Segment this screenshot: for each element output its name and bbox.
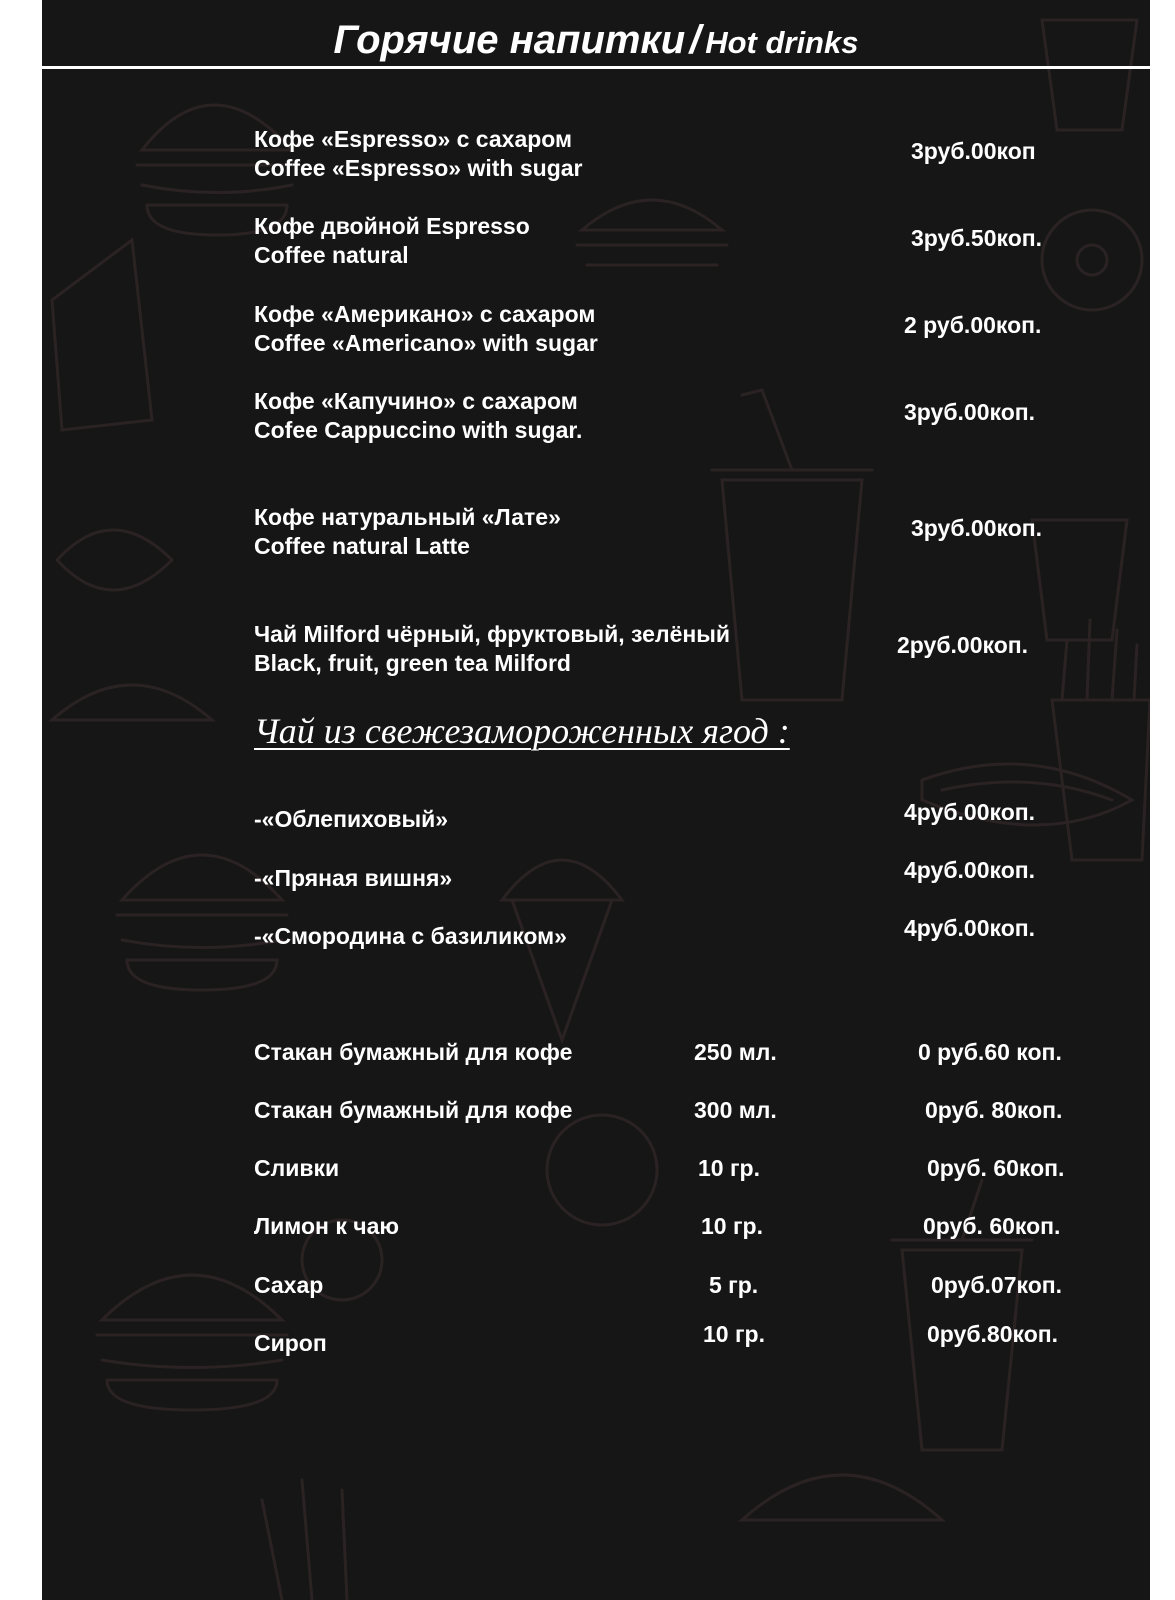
drink-name-ru: Кофе натуральный «Лате» [254,504,561,530]
drink-item [254,503,561,561]
drink-name-ru: Чай Milford чёрный, фруктовый, зелёный [254,621,731,647]
berry-tea-price: 4руб.00коп. [904,915,1036,941]
extra-item-amount: 10 гр. [703,1321,765,1347]
drink-name-en: Coffee «Americano» with sugar [254,330,598,356]
extra-item-name: Лимон к чаю [254,1213,400,1239]
extra-item-name: Сахар [254,1272,324,1298]
title-russian: Горячие напитки [333,18,686,62]
drink-name-en: Cofee Cappuccino with sugar. [254,417,583,443]
berry-tea-item: -«Облепиховый» [254,806,449,832]
drink-name-en: Coffee natural [254,242,409,268]
drink-name-ru: Кофе «Американо» с сахаром [254,301,596,327]
drink-name-en: Coffee natural Latte [254,533,470,559]
extra-item-price: 0руб. 60коп. [923,1213,1061,1239]
extra-item-name: Стакан бумажный для кофе [254,1097,573,1123]
drink-item [254,212,530,270]
berry-tea-price: 4руб.00коп. [904,857,1036,883]
title-underline [42,66,1150,69]
extra-item-amount: 250 мл. [694,1039,777,1065]
menu-page [42,0,1150,1600]
drink-price: 2 руб.00коп. [904,312,1042,338]
extra-item-amount: 10 гр. [701,1213,763,1239]
drink-item [254,300,598,358]
extra-item-price: 0руб. 80коп. [925,1097,1063,1123]
drink-price: 3руб.00коп. [904,399,1036,425]
berry-tea-heading: Чай из свежезамороженных ягод : [254,711,790,751]
extra-item-amount: 300 мл. [694,1097,777,1123]
drink-item [254,620,730,678]
drink-price: 3руб.00коп [911,138,1036,164]
berry-tea-item: -«Смородина с базиликом» [254,923,567,949]
drink-price: 2руб.00коп. [897,632,1029,658]
berry-tea-price: 4руб.00коп. [904,799,1036,825]
berry-tea-item: -«Пряная вишня» [254,865,453,891]
drink-name-ru: Кофе двойной Espresso [254,213,530,239]
drink-name-en: Black, fruit, green tea Milford [254,650,571,676]
extra-item-price: 0 руб.60 коп. [918,1039,1062,1065]
extra-item-price: 0руб.07коп. [931,1272,1063,1298]
drink-price: 3руб.00коп. [911,515,1043,541]
title-separator: / [689,18,701,62]
extra-item-name: Сливки [254,1155,340,1181]
title-english: Hot drinks [705,25,859,60]
drink-name-ru: Кофе «Капучино» с сахаром [254,388,578,414]
page-title [42,18,1150,63]
drink-item [254,125,583,183]
extra-item-price: 0руб. 60коп. [927,1155,1065,1181]
drink-price: 3руб.50коп. [911,225,1043,251]
extra-item-name: Сироп [254,1330,327,1356]
drink-item [254,387,582,445]
extra-item-amount: 10 гр. [698,1155,760,1181]
extra-item-name: Стакан бумажный для кофе [254,1039,573,1065]
drink-name-ru: Кофе «Espresso» с сахаром [254,126,573,152]
extra-item-amount: 5 гр. [709,1272,759,1298]
drink-name-en: Coffee «Espresso» with sugar [254,155,583,181]
extra-item-price: 0руб.80коп. [927,1321,1059,1347]
